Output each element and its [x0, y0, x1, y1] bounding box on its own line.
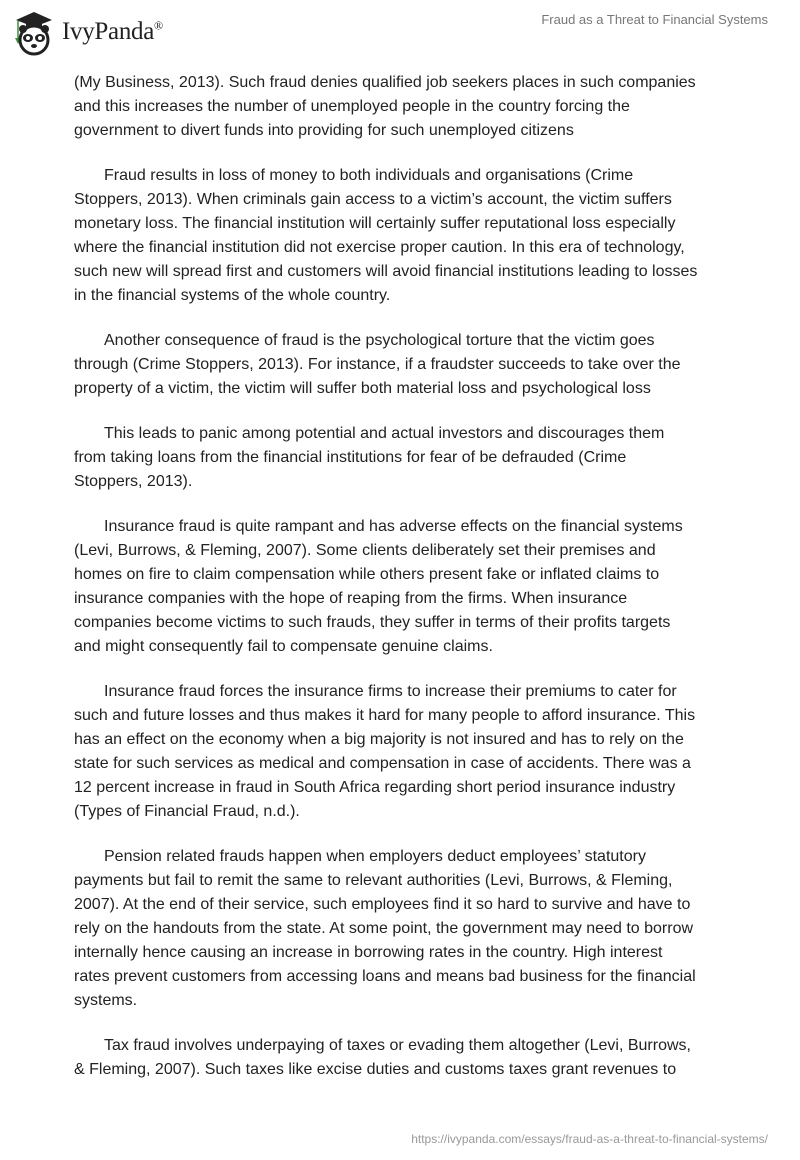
- paragraph: [74, 164, 734, 308]
- panda-graduate-icon: [12, 8, 56, 56]
- text-line: Insurance fraud forces the insurance firms to increase their premiums to cater for: [104, 683, 677, 700]
- text-line: state for such services as medical and compensation in case of accidents. There was a: [74, 755, 691, 772]
- ivypanda-logo[interactable]: [12, 8, 163, 56]
- text-line: has an effect on the economy when a big majority is not insured and has to rely on the: [74, 731, 684, 748]
- text-line: such new will spread first and customers will avoid financial institutions leading to losses: [74, 263, 698, 280]
- text-line: This leads to panic among potential and actual investors and discourages them: [104, 425, 665, 442]
- text-line: Stoppers, 2013).: [74, 473, 193, 490]
- text-line: Stoppers, 2013). When criminals gain access to a victim’s account, the victim suffers: [74, 191, 672, 208]
- text-line: rates prevent customers from accessing loans and means bad business for the financial: [74, 968, 696, 985]
- paragraph: [74, 515, 734, 659]
- text-line: through (Crime Stoppers, 2013). For instance, if a fraudster succeeds to take over the: [74, 356, 681, 373]
- paragraph: [74, 422, 734, 494]
- text-line: (Levi, Burrows, & Fleming, 2007). Some clients deliberately set their premises and: [74, 542, 656, 559]
- text-line: government to divert funds into providing for such unemployed citizens: [74, 122, 574, 139]
- text-line: companies become victims to such frauds, they suffer in terms of their profits targets: [74, 614, 671, 631]
- text-line: homes on fire to claim compensation while others present fake or inflated claims to: [74, 566, 660, 583]
- text-line: payments but fail to remit the same to relevant authorities (Levi, Burrows, & Fleming,: [74, 872, 673, 889]
- text-line: 12 percent increase in fraud in South Africa regarding short period insurance industry: [74, 779, 676, 796]
- text-line: internally hence causing an increase in borrowing rates in the country. High interest: [74, 944, 663, 961]
- paragraph: [74, 845, 734, 1013]
- text-line: such and future losses and thus makes it hard for many people to afford insurance. This: [74, 707, 696, 724]
- paragraph: [74, 1034, 734, 1082]
- text-line: Fraud results in loss of money to both individuals and organisations (Crime: [104, 167, 634, 184]
- text-line: (Types of Financial Fraud, n.d.).: [74, 803, 300, 820]
- text-line: (My Business, 2013). Such fraud denies qualified job seekers places in such companies: [74, 74, 696, 91]
- paragraph: [74, 680, 734, 824]
- text-line: in the financial systems of the whole country.: [74, 287, 391, 304]
- text-line: 2007). At the end of their service, such employees find it so hard to survive and have to: [74, 896, 691, 913]
- text-line: monetary loss. The financial institution will certainly suffer reputational loss especially: [74, 215, 676, 232]
- page-header: [0, 0, 800, 60]
- text-line: systems.: [74, 992, 138, 1009]
- paragraph: [74, 71, 734, 143]
- text-line: Another consequence of fraud is the psychological torture that the victim goes: [104, 332, 655, 349]
- text-line: insurance companies with the hope of reaping from the firms. When insurance: [74, 590, 628, 607]
- document-title: Fraud as a Threat to Financial Systems: [541, 12, 768, 27]
- text-line: Tax fraud involves underpaying of taxes or evading them altogether (Levi, Burrows,: [104, 1037, 691, 1054]
- source-url[interactable]: https://ivypanda.com/essays/fraud-as-a-threat-to-financial-systems/: [411, 1132, 768, 1146]
- text-line: and might consequently fail to compensate genuine claims.: [74, 638, 493, 655]
- text-line: from taking loans from the financial institutions for fear of be defrauded (Crime: [74, 449, 627, 466]
- text-line: and this increases the number of unemployed people in the country forcing the: [74, 98, 630, 115]
- text-line: where the financial institution did not exercise proper caution. In this era of technology,: [74, 239, 685, 256]
- text-line: rely on the handouts from the state. At some point, the government may need to borrow: [74, 920, 694, 937]
- essay-body: [74, 71, 734, 1103]
- text-line: & Fleming, 2007). Such taxes like excise duties and customs taxes grant revenues to: [74, 1061, 677, 1078]
- text-line: property of a victim, the victim will suffer both material loss and psychological loss: [74, 380, 651, 397]
- text-line: Insurance fraud is quite rampant and has adverse effects on the financial systems: [104, 518, 683, 535]
- paragraph: [74, 329, 734, 401]
- text-line: Pension related frauds happen when employers deduct employees’ statutory: [104, 848, 646, 865]
- logo-text: IvyPanda®: [62, 18, 163, 45]
